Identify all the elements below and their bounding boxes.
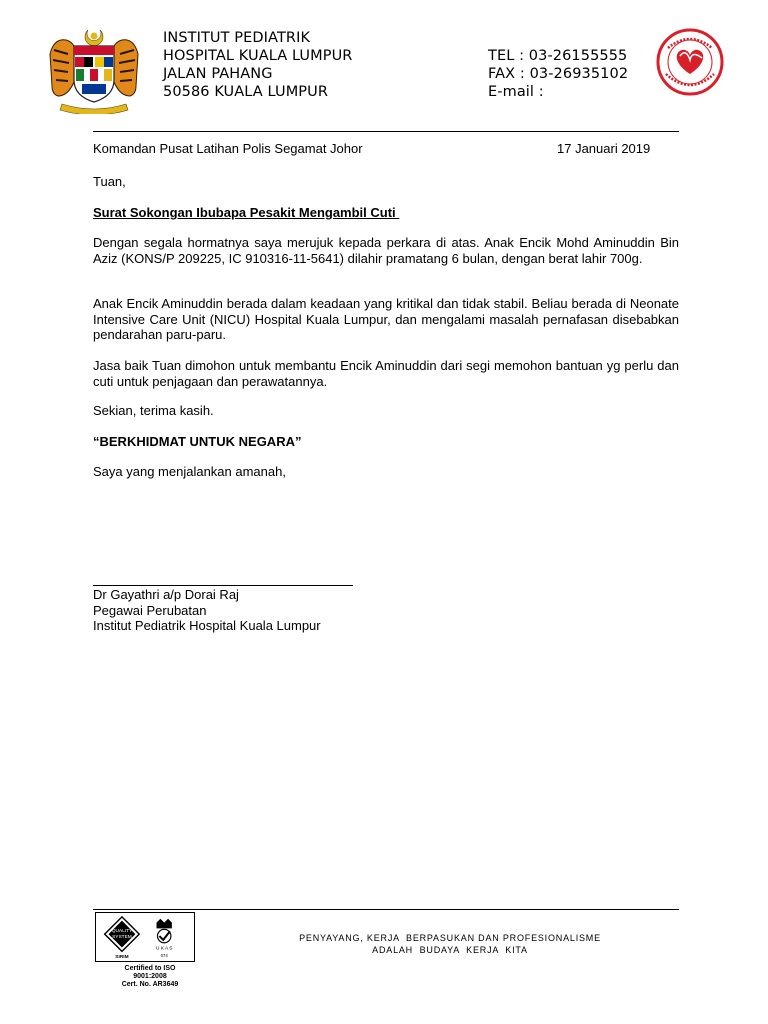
paragraph-3: Jasa baik Tuan dimohon untuk membantu Encik Aminuddin dari segi memohon bantuan yg perlu dan cuti untuk penjagaan dan perawatannya. bbox=[93, 358, 679, 389]
footer-divider bbox=[93, 909, 679, 910]
quality-logo-text-2: SYSTEM bbox=[112, 934, 132, 940]
certification-line-3: Cert. No. AR3649 bbox=[121, 981, 179, 988]
work-culture-line-2: ADALAH BUDAYA KERJA KITA bbox=[372, 945, 528, 955]
org-name-line: INSTITUT PEDIATRIK bbox=[163, 30, 311, 46]
header-divider bbox=[93, 131, 679, 132]
heart-badge-icon bbox=[656, 28, 724, 96]
work-culture-line-1: PENYAYANG, KERJA BERPASUKAN DAN PROFESIONALISME bbox=[299, 933, 601, 943]
sirim-logo-text: SIRIM bbox=[115, 955, 129, 961]
iso-certification-logos-icon bbox=[95, 912, 195, 962]
certification-line-2: 9001:2008 bbox=[133, 973, 167, 980]
org-hospital-line: HOSPITAL KUALA LUMPUR bbox=[163, 48, 353, 64]
certification-text bbox=[95, 965, 205, 989]
paragraph-1: Dengan segala hormatnya saya merujuk kepada perkara di atas. Anak Encik Mohd Aminuddin Bin Aziz (KONS/P 209225, IC 910316-11-5641) dilahir pramatang 6 bulan, dengan berat lahir 700g. bbox=[93, 235, 679, 266]
signatory-name: Dr Gayathri a/p Dorai Raj bbox=[93, 587, 239, 602]
ukas-number-text: 074 bbox=[160, 953, 168, 959]
closing: Sekian, terima kasih. bbox=[93, 403, 214, 418]
ukas-logo-text: U K A S bbox=[155, 946, 173, 952]
paragraph-2: Anak Encik Aminuddin berada dalam keadaan yang kritikal dan tidak stabil. Beliau berada di Neonate Intensive Care Unit (NICU) Hospital Kuala Lumpur, dan mengalami masalah pernafasan disebabkan pendarahan paru-paru. bbox=[93, 296, 679, 342]
salutation: Tuan, bbox=[93, 174, 126, 189]
signatory-title: Pegawai Perubatan bbox=[93, 603, 207, 618]
signatory-institution: Institut Pediatrik Hospital Kuala Lumpur bbox=[93, 618, 321, 633]
recipient: Komandan Pusat Latihan Polis Segamat Johor bbox=[93, 141, 363, 156]
org-street-line: JALAN PAHANG bbox=[163, 66, 273, 82]
org-postcode-line: 50586 KUALA LUMPUR bbox=[163, 84, 329, 100]
email-line: E-mail : bbox=[488, 84, 544, 100]
quality-logo-text-1: QUALITY bbox=[111, 929, 133, 935]
certification-line-1: Certified to ISO bbox=[124, 965, 176, 972]
tel-line: TEL : 03-26155555 bbox=[488, 48, 628, 64]
letter-date: 17 Januari 2019 bbox=[557, 141, 651, 156]
letter-subject: Surat Sokongan Ibubapa Pesakit Mengambil Cuti bbox=[93, 205, 400, 220]
fax-line: FAX : 03-26935102 bbox=[488, 66, 629, 82]
motto: “BERKHIDMAT UNTUK NEGARA” bbox=[93, 434, 302, 449]
signoff: Saya yang menjalankan amanah, bbox=[93, 464, 286, 479]
coat-of-arms-icon bbox=[44, 24, 144, 114]
signature-line bbox=[93, 585, 353, 586]
